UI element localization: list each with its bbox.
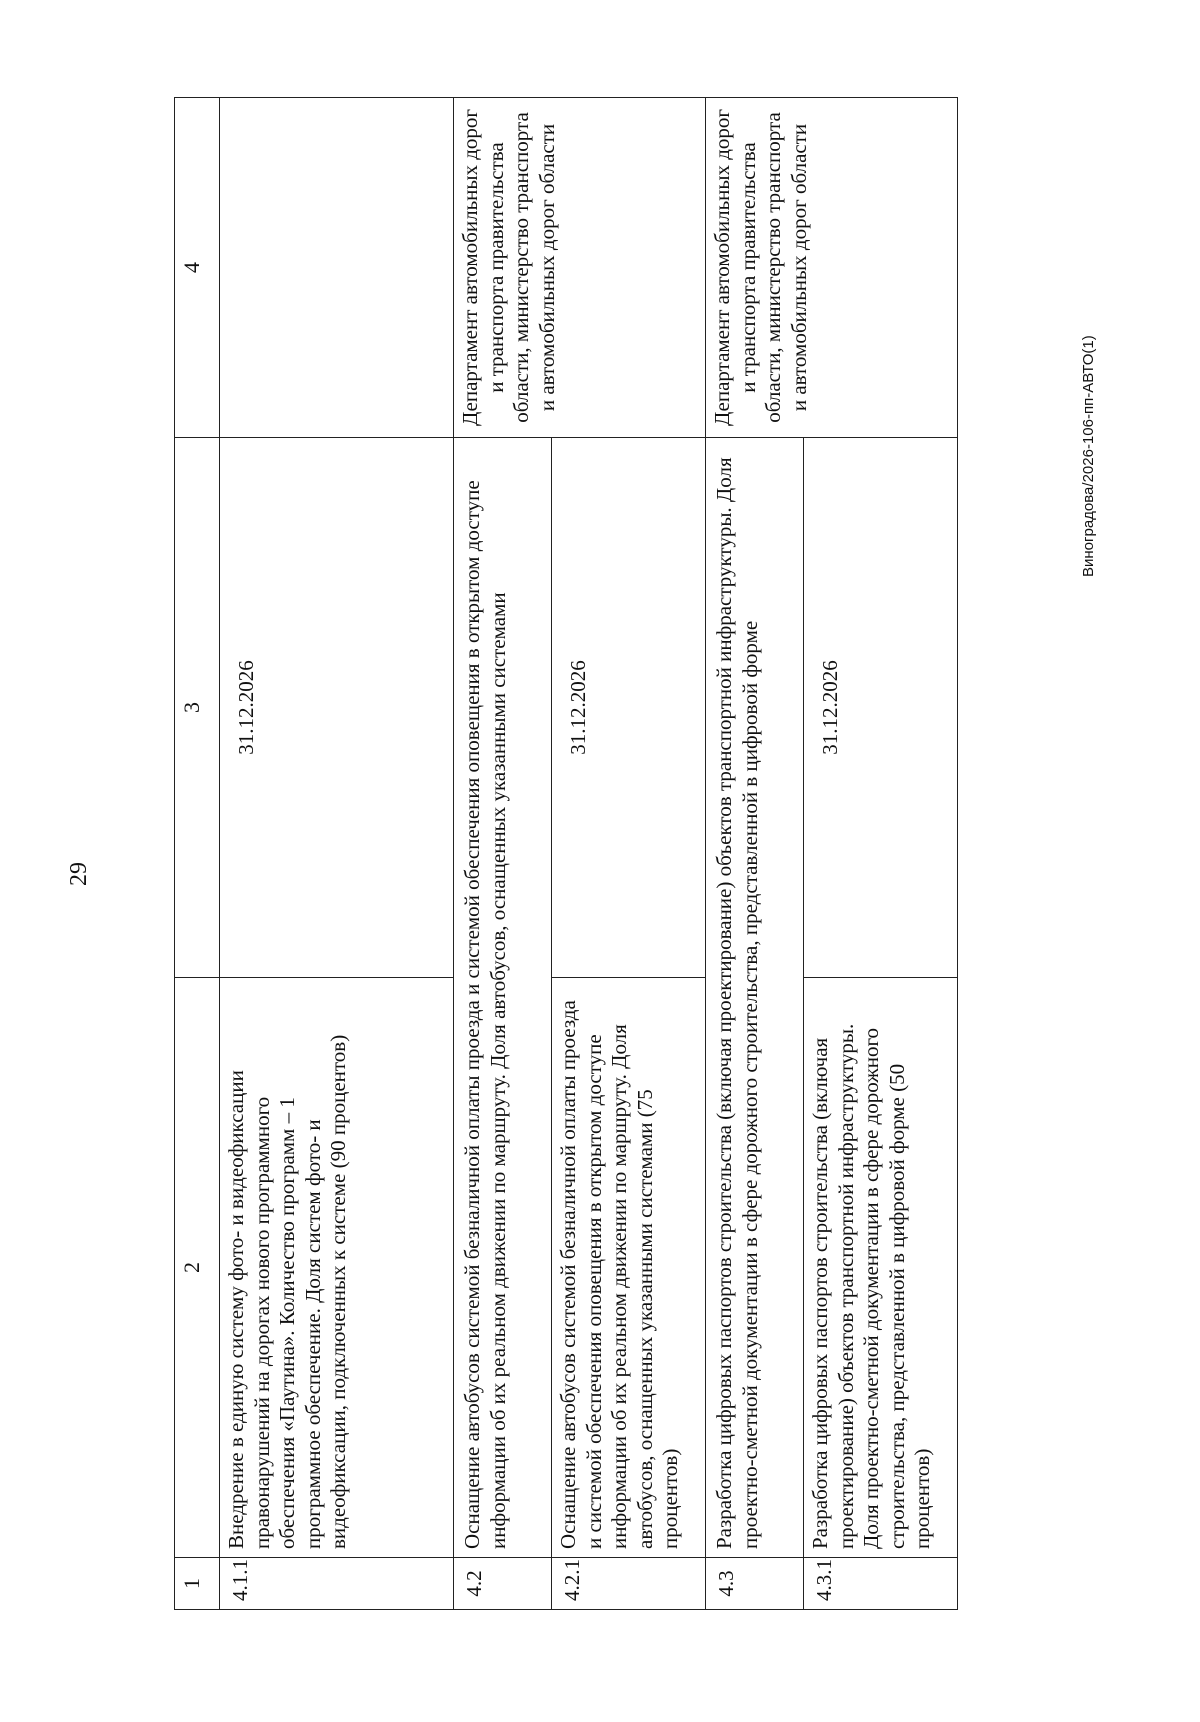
document-code: Виноградова/2026-106-пп-АВТО(1)	[1080, 335, 1097, 577]
header-col-2: 2	[175, 978, 220, 1558]
row-description: Оснащение автобусов системой безналичной оплаты проезда и системой обеспечения оповещения в открытом доступе информации об их реальном движении по маршруту. Доля автобусов, оснащенных указанными системами (75 процентов)	[552, 978, 706, 1558]
row-number: 4.2.1	[552, 1558, 706, 1610]
row-responsible	[220, 98, 454, 438]
row-description: Разработка цифровых паспортов строительства (включая проектирование) объектов транспортной инфраструктуры. Доля проектно-сметной документации в сфере дорожного строительства, представленной в цифровой форме (50 процентов)	[804, 978, 958, 1558]
row-number: 4.2	[454, 1558, 552, 1610]
header-col-4: 4	[175, 98, 220, 438]
header-col-3: 3	[175, 438, 220, 978]
measures-table	[174, 97, 958, 1610]
row-responsible: Департамент автомобильных дорог и транспорта правительства области, министерство транспорта и автомобильных дорог области	[454, 98, 706, 438]
table-row	[220, 98, 454, 1610]
row-number: 4.3.1	[804, 1558, 958, 1610]
table-row	[706, 98, 804, 1610]
row-number: 4.3	[706, 1558, 804, 1610]
row-description: Внедрение в единую систему фото- и видеофиксации правонарушений на дорогах нового программного обеспечения «Паутина». Количество программ – 1 программное обеспечение. Доля систем фото- и видеофиксации, подключенных к системе (90 процентов)	[220, 978, 454, 1558]
table-header-row	[175, 98, 220, 1610]
table-row	[454, 98, 552, 1610]
header-col-1: 1	[175, 1558, 220, 1610]
row-responsible: Департамент автомобильных дорог и транспорта правительства области, министерство транспорта и автомобильных дорог области	[706, 98, 958, 438]
row-description: Разработка цифровых паспортов строительства (включая проектирование) объектов транспортной инфраструктуры. Доля проектно-сметной документации в сфере дорожного строительства, представленной в цифровой форме	[706, 438, 804, 1558]
page-number: 29	[66, 862, 92, 886]
row-description: Оснащение автобусов системой безналичной оплаты проезда и системой обеспечения оповещения в открытом доступе информации об их реальном движении по маршруту. Доля автобусов, оснащенных указанными системами	[454, 438, 552, 1558]
row-number: 4.1.1	[220, 1558, 454, 1610]
row-date: 31.12.2026	[220, 438, 454, 978]
row-date: 31.12.2026	[804, 438, 958, 978]
row-date: 31.12.2026	[552, 438, 706, 978]
